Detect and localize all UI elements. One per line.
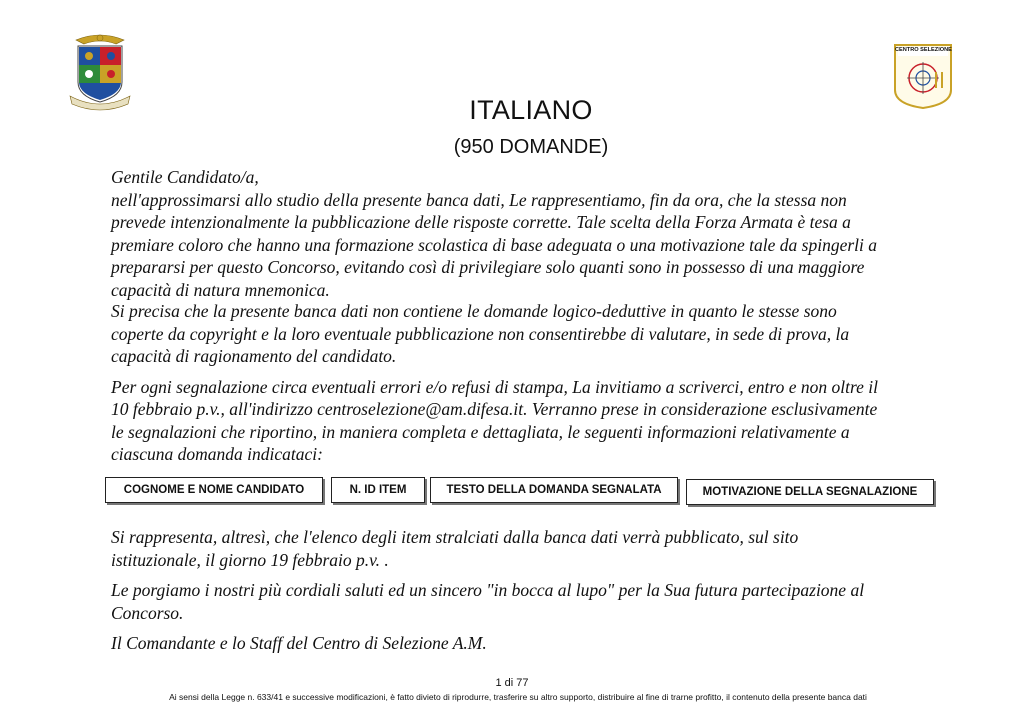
paragraph-copyright: Si precisa che la presente banca dati non contiene le domande logico-deduttive in quanto le stesse sono coperte da copyright e la loro eventuale pubblicazione non consentirebbe di valutare, in sede di prova, la capacità di ragionamento del candidato.: [111, 301, 850, 366]
page-number: 1 di 77: [495, 677, 529, 689]
copyright-notice: Ai sensi della Legge n. 633/41 e successive modificazioni, è fatto divieto di riprodurre, trasferire su altro supporto, distribuire al fine di trarne profitto, il contenuto della presente banca dati: [169, 692, 867, 702]
field-box-question-text: TESTO DELLA DOMANDA SEGNALATA: [430, 477, 678, 503]
field-box-candidate-name: COGNOME E NOME CANDIDATO: [105, 477, 323, 503]
field-box-reason: MOTIVAZIONE DELLA SEGNALAZIONE: [686, 479, 934, 505]
page-subtitle: (950 DOMANDE): [453, 136, 609, 158]
paragraph-signature: Il Comandante e lo Staff del Centro di Selezione A.M.: [111, 633, 487, 653]
page-title: ITALIANO: [469, 95, 593, 125]
letter-intro: [111, 166, 881, 307]
paragraph-reporting: Per ogni segnalazione circa eventuali errori e/o refusi di stampa, La invitiamo a scriverci, entro e non oltre il 10 febbraio p.v., all'indirizzo centroselezione@am.difesa.it. Verranno prese in considerazione esclusivamente le segnalazioni che riportino, in maniera completa e dettagliata, le seguenti informazioni relativamente a ciascuna domanda indicataci:: [111, 376, 878, 464]
right-logo-caption: CENTRO SELEZIONE: [895, 47, 952, 53]
paragraph-greetings: Le porgiamo i nostri più cordiali saluti ed un sincero "in bocca al lupo" per la Sua futura partecipazione al Concorso.: [111, 580, 865, 623]
paragraph-intro: nell'approssimarsi allo studio della presente banca dati, Le rappresentiamo, fin da ora, che la stessa non prevede intenzionalmente la pubblicazione delle risposte corrette. Tale scelta della Forza Armata è tesa a premiare coloro che hanno una formazione scolastica di base adeguata o una motivazione tale da spingerli a prepararsi per questo Concorso, evitando così di privilegiare solo quanti sono in possesso di una maggiore capacità di natura mnemonica.: [111, 189, 878, 300]
field-box-item-id: N. ID ITEM: [331, 477, 425, 503]
paragraph-publication: Si rappresenta, altresì, che l'elenco degli item stralciati dalla banca dati verrà pubblicato, sul sito istituzionale, il giorno 19 febbraio p.v. .: [111, 527, 799, 570]
letter-closing: [111, 526, 881, 661]
letter-middle: [111, 300, 881, 472]
greeting-text: Gentile Candidato/a,: [111, 167, 259, 187]
